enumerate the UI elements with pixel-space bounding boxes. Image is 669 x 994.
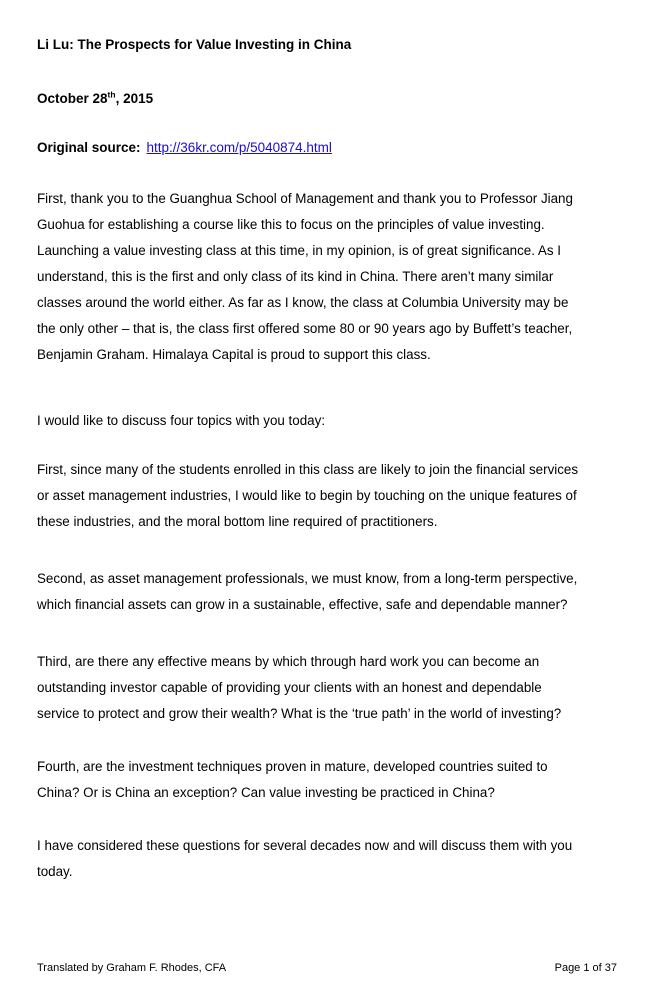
paragraph-line: or asset management industries, I would like to begin by touching on the unique features of [37, 488, 577, 503]
paragraph-line: which financial assets can grow in a sustainable, effective, safe and dependable manner? [37, 597, 568, 612]
document-title: Li Lu: The Prospects for Value Investing in China [37, 37, 352, 52]
paragraph-topic-three [37, 649, 637, 727]
paragraph-line: First, thank you to the Guanghua School of Management and thank you to Professor Jiang [37, 191, 573, 206]
date-year: , 2015 [115, 91, 154, 106]
paragraph-line: Fourth, are the investment techniques proven in mature, developed countries suited to [37, 759, 548, 774]
paragraph-line: I would like to discuss four topics with you today: [37, 413, 326, 428]
paragraph-introduction [37, 186, 637, 368]
paragraph-line: the only other – that is, the class first offered some 80 or 90 years ago by Buffett’s teacher, [37, 321, 573, 336]
date-ordinal: th [107, 89, 116, 100]
paragraph-line: these industries, and the moral bottom line required of practitioners. [37, 514, 438, 529]
paragraph-closing [37, 833, 637, 885]
source-label: Original source: [37, 140, 141, 155]
paragraph-line: Launching a value investing class at this time, in my opinion, is of great significance. As I [37, 243, 561, 258]
paragraph-topics-intro [37, 408, 637, 434]
paragraph-line: First, since many of the students enrolled in this class are likely to join the financial services [37, 462, 579, 477]
paragraph-line: China? Or is China an exception? Can value investing be practiced in China? [37, 785, 495, 800]
date-text: October 28 [37, 91, 108, 106]
paragraph-topic-one [37, 457, 637, 535]
source-link[interactable]: http://36kr.com/p/5040874.html [146, 140, 332, 155]
paragraph-line: outstanding investor capable of providing your clients with an honest and dependable [37, 680, 542, 695]
footer-translator: Translated by Graham F. Rhodes, CFA [37, 962, 227, 974]
paragraph-line: Second, as asset management professionals, we must know, from a long-term perspective, [37, 571, 578, 586]
paragraph-line: Third, are there any effective means by which through hard work you can become an [37, 654, 540, 669]
paragraph-topic-four [37, 754, 637, 806]
original-source [37, 139, 332, 157]
paragraph-line: today. [37, 864, 73, 879]
paragraph-line: classes around the world either. As far as I know, the class at Columbia University may be [37, 295, 569, 310]
document-date [37, 90, 153, 108]
paragraph-line: service to protect and grow their wealth? What is the ‘true path’ in the world of investing? [37, 706, 562, 721]
footer-page-number: Page 1 of 37 [554, 962, 617, 974]
paragraph-topic-two [37, 566, 637, 618]
paragraph-line: Benjamin Graham. Himalaya Capital is proud to support this class. [37, 347, 431, 362]
paragraph-line: I have considered these questions for several decades now and will discuss them with you [37, 838, 573, 853]
paragraph-line: understand, this is the first and only class of its kind in China. There aren’t many similar [37, 269, 554, 284]
paragraph-line: Guohua for establishing a course like this to focus on the principles of value investing. [37, 217, 545, 232]
